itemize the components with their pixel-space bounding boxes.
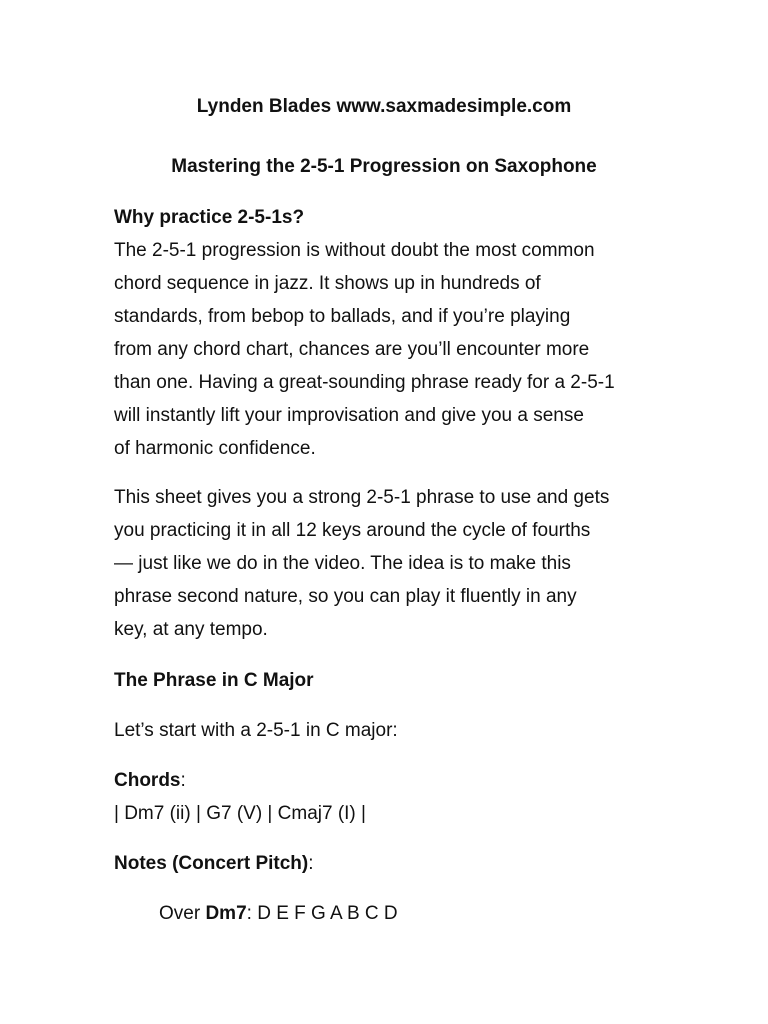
paragraph-line: The 2-5-1 progression is without doubt the most common xyxy=(114,240,595,261)
paragraph-line: from any chord chart, chances are you’ll encounter more xyxy=(114,339,590,360)
document-title: Mastering the 2-5-1 Progression on Saxophone xyxy=(171,156,597,177)
notes-colon: : xyxy=(308,853,314,874)
paragraph-line: than one. Having a great-sounding phrase ready for a 2-5-1 xyxy=(114,372,615,393)
dm7-chord: Dm7 xyxy=(205,903,247,924)
intro-line: Let’s start with a 2-5-1 in C major: xyxy=(114,720,398,741)
document-header: Lynden Blades www.saxmadesimple.com xyxy=(196,96,572,117)
paragraph-line: standards, from bebop to ballads, and if you’re playing xyxy=(114,306,571,327)
section-heading-phrase: The Phrase in C Major xyxy=(114,670,314,691)
paragraph-line: key, at any tempo. xyxy=(114,619,268,640)
paragraph-line: — just like we do in the video. The idea is to make this xyxy=(114,553,571,574)
section-heading-why: Why practice 2-5-1s? xyxy=(114,207,305,228)
paragraph-line: will instantly lift your improvisation and give you a sense xyxy=(114,405,584,426)
dm7-notes-line xyxy=(159,897,719,930)
chords-label-line xyxy=(114,764,674,797)
paragraph-line: you practicing it in all 12 keys around the cycle of fourths xyxy=(114,520,591,541)
over-text: Over xyxy=(159,903,206,924)
chords-progression: | Dm7 (ii) | G7 (V) | Cmaj7 (I) | xyxy=(114,803,366,824)
paragraph-intro xyxy=(114,234,674,465)
paragraph-line: phrase second nature, so you can play it fluently in any xyxy=(114,586,577,607)
notes-label-line xyxy=(114,847,674,880)
paragraph-practice xyxy=(114,481,674,646)
chords-label: Chords xyxy=(114,770,181,791)
paragraph-line: This sheet gives you a strong 2-5-1 phrase to use and gets xyxy=(114,487,610,508)
notes-label: Notes (Concert Pitch) xyxy=(114,853,309,874)
chords-colon: : xyxy=(180,770,186,791)
paragraph-line: of harmonic confidence. xyxy=(114,438,316,459)
dm7-notes: : D E F G A B C D xyxy=(246,903,398,924)
paragraph-line: chord sequence in jazz. It shows up in hundreds of xyxy=(114,273,541,294)
